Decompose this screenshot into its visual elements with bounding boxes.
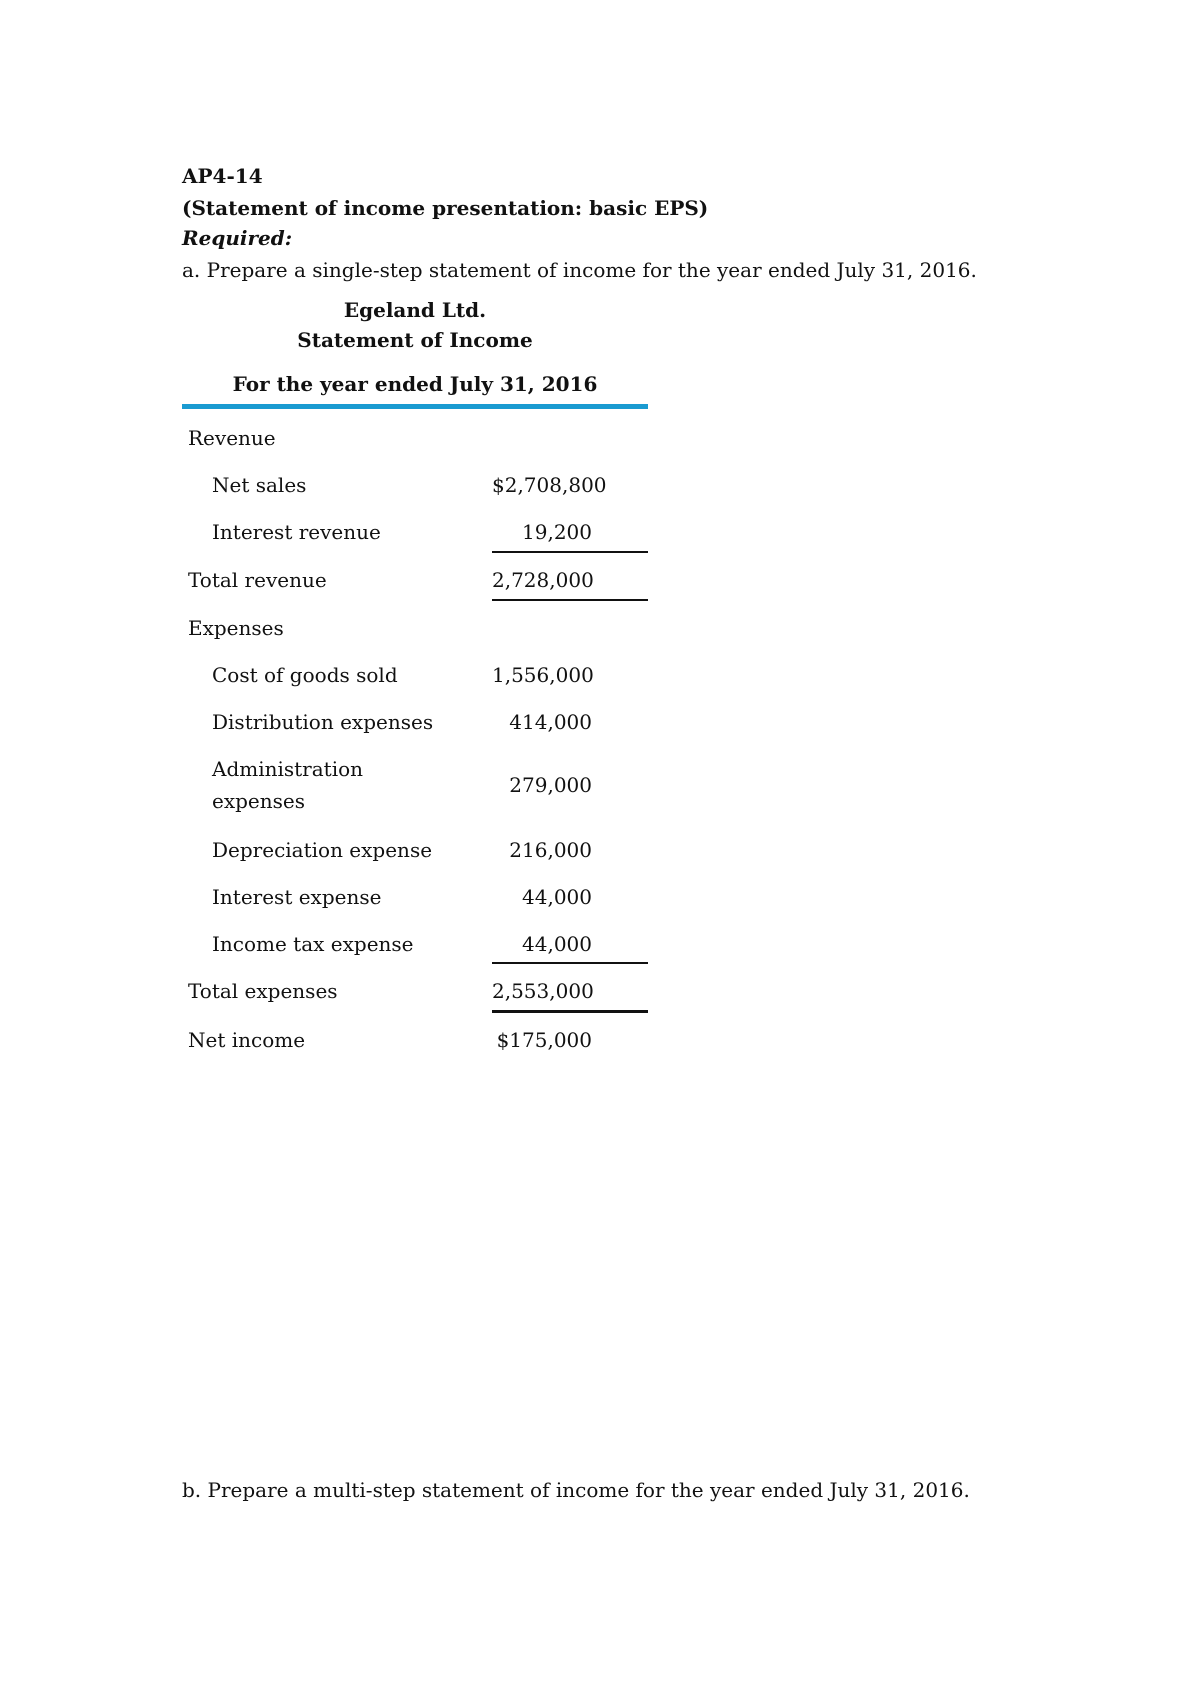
row-label: Net income (188, 1028, 306, 1052)
row-label: Interest expense (212, 885, 382, 909)
row-label: Revenue (188, 426, 276, 450)
row-amount: 414,000 (509, 710, 592, 734)
row-label: Net sales (212, 473, 307, 497)
total-underline (492, 1010, 648, 1013)
row-amount: $2,708,800 (492, 473, 607, 497)
part-a-instruction: a. Prepare a single-step statement of income for the year ended July 31, 2016. (182, 258, 977, 282)
row-label: Interest revenue (212, 520, 381, 544)
problem-topic: (Statement of income presentation: basic EPS) (182, 196, 709, 220)
statement-period: For the year ended July 31, 2016 (232, 372, 598, 396)
company-name: Egeland Ltd. (343, 298, 487, 322)
statement-title: Statement of Income (297, 328, 533, 352)
row-label: Expenses (188, 616, 284, 640)
problem-code: AP4-14 (182, 164, 263, 188)
row-amount: 2,728,000 (492, 568, 594, 592)
row-label: Cost of goods sold (212, 663, 398, 687)
row-label: Total revenue (188, 568, 327, 592)
row-label: Total expenses (188, 979, 338, 1003)
row-amount: 44,000 (522, 885, 592, 909)
row-amount: 44,000 (522, 932, 592, 956)
statement-row (182, 753, 648, 819)
part-b-instruction: b. Prepare a multi-step statement of income for the year ended July 31, 2016. (182, 1478, 970, 1502)
subtotal-underline (492, 962, 648, 964)
row-amount: 1,556,000 (492, 663, 594, 687)
header-rule (182, 404, 648, 409)
required-label: Required: (182, 226, 293, 250)
row-amount: 2,553,000 (492, 979, 594, 1003)
row-label: Depreciation expense (212, 838, 433, 862)
row-label: Distribution expenses (212, 710, 434, 734)
total-underline (492, 599, 648, 601)
row-label: Income tax expense (212, 932, 414, 956)
row-amount: 279,000 (509, 773, 592, 797)
row-amount: 19,200 (522, 520, 592, 544)
subtotal-underline (492, 551, 648, 553)
row-label: Administration expenses (212, 757, 364, 813)
row-amount: $175,000 (496, 1028, 592, 1052)
row-amount: 216,000 (509, 838, 592, 862)
